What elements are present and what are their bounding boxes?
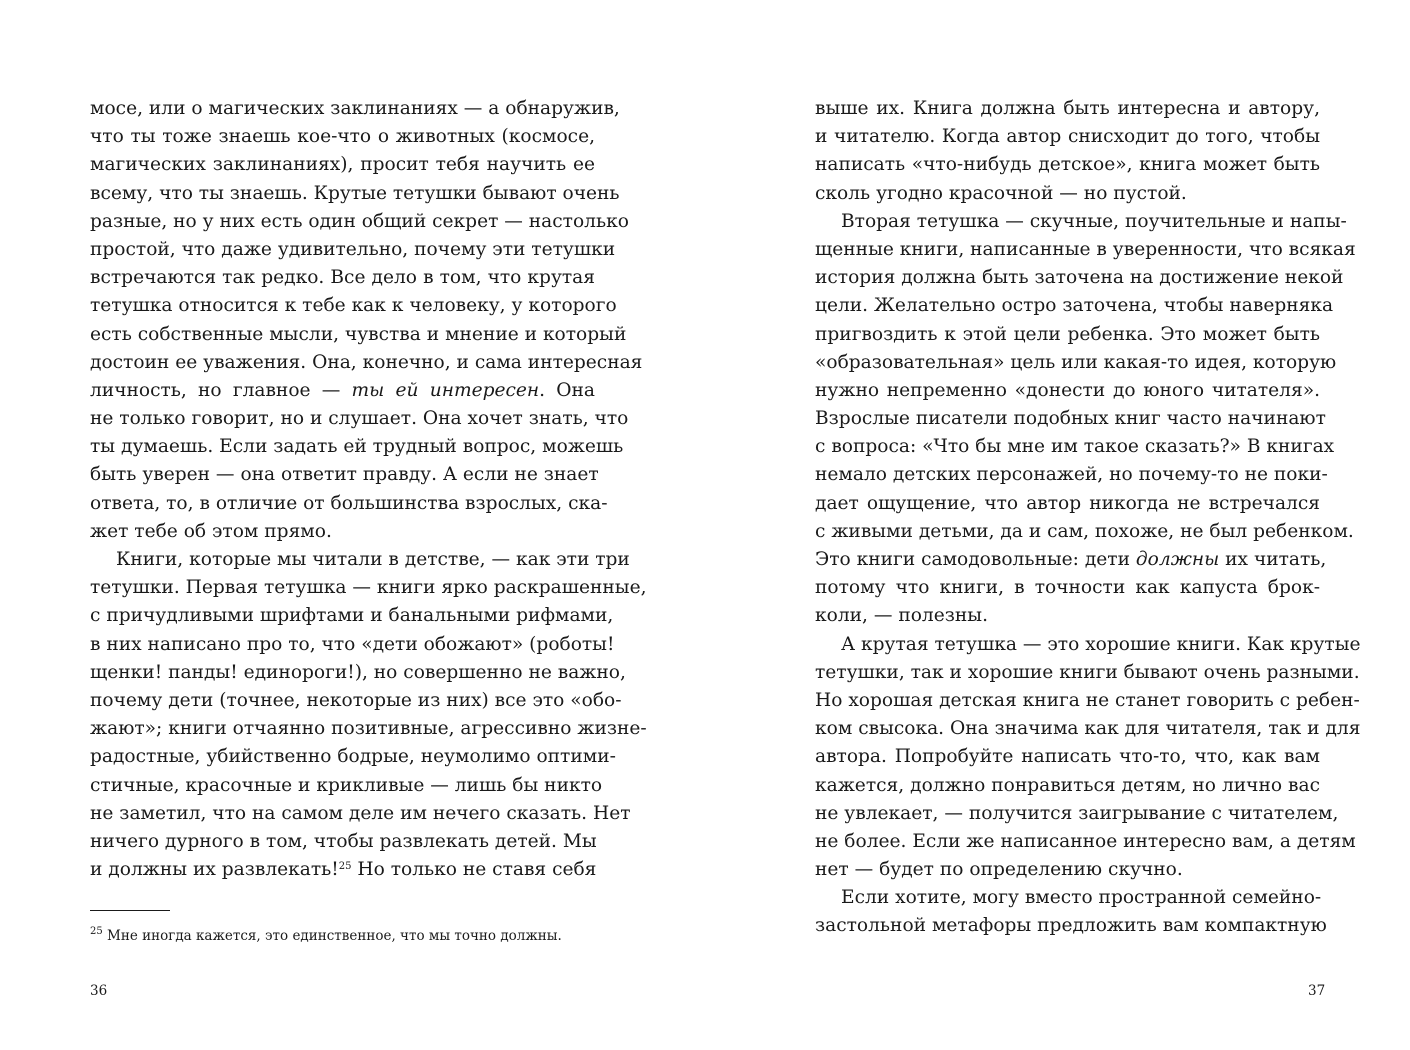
right-page-body bbox=[815, 95, 1361, 941]
text-line: Если хотите, могу вместо пространной семейно- bbox=[841, 887, 1322, 909]
text-line: почему дети (точнее, некоторые из них) все это «обо- bbox=[90, 689, 622, 711]
text-line: жают»; книги отчаянно позитивные, агрессивно жизне- bbox=[90, 718, 647, 740]
text-run: Но только не ставя себя bbox=[351, 859, 597, 881]
text-line: застольной метафоры предложить вам компактную bbox=[815, 915, 1327, 937]
text-line: ты думаешь. Если задать ей трудный вопрос, можешь bbox=[90, 436, 624, 458]
text-line: мосе, или о магических заклинаниях — а обнаружив, bbox=[90, 98, 620, 119]
text-line: что ты тоже знаешь кое-что о животных (космосе, bbox=[90, 126, 595, 148]
footnote-divider bbox=[90, 910, 170, 911]
text-run: . Она bbox=[539, 379, 595, 401]
text-line: Книги, которые мы читали в детстве, — как эти три bbox=[116, 549, 630, 570]
text-line: есть собственные мысли, чувства и мнение и который bbox=[90, 323, 627, 345]
text-line: Но хорошая детская книга не станет говорить с ребен- bbox=[815, 689, 1360, 711]
text-line: с живыми детьми, да и сам, похоже, не был ребенком. bbox=[815, 520, 1354, 542]
text-run: и должны их развлекать! bbox=[90, 859, 339, 881]
footnote-text: Мне иногда кажется, это единственное, что мы точно должны. bbox=[102, 928, 562, 944]
text-line: не заметил, что на самом деле им нечего сказать. Нет bbox=[90, 802, 631, 824]
text-line: тетушки. Первая тетушка — книги ярко раскрашенные, bbox=[90, 577, 647, 599]
text-run: их читать, bbox=[1219, 549, 1327, 570]
text-line: цели. Желательно остро заточена, чтобы наверняка bbox=[815, 295, 1334, 317]
italic-emphasis: должны bbox=[1135, 549, 1220, 570]
text-line: ком свысока. Она значима как для читателя, так и для bbox=[815, 718, 1361, 740]
text-line: пригвоздить к этой цели ребенка. Это может быть bbox=[815, 323, 1320, 345]
text-line: немало детских персонажей, но почему-то не поки- bbox=[815, 464, 1328, 486]
text-line: не более. Если же написанное интересно вам, а детям bbox=[815, 830, 1356, 852]
right-page bbox=[705, 0, 1410, 1050]
text-line: А крутая тетушка — это хорошие книги. Как крутые bbox=[841, 633, 1361, 655]
text-line: щенные книги, написанные в уверенности, что всякая bbox=[815, 238, 1356, 260]
text-line: с причудливыми шрифтами и банальными рифмами, bbox=[90, 605, 614, 627]
text-line: жет тебе об этом прямо. bbox=[90, 520, 332, 542]
page-number: 37 bbox=[1308, 983, 1326, 999]
footnote bbox=[90, 926, 562, 946]
text-line: разные, но у них есть один общий секрет — настолько bbox=[90, 210, 629, 232]
text-line: нужно непременно «донести до юного читателя». bbox=[815, 379, 1320, 401]
text-line: история должна быть заточена на достижение некой bbox=[815, 267, 1344, 289]
text-line: «образовательная» цель или какая-то идея, которую bbox=[815, 351, 1337, 373]
text-line: всему, что ты знаешь. Крутые тетушки бывают очень bbox=[90, 182, 620, 204]
italic-emphasis: ты ей интересен bbox=[351, 379, 540, 401]
text-line: не увлекает, — получится заигрывание с читателем, bbox=[815, 802, 1339, 824]
text-line: тетушка относится к тебе как к человеку, у которого bbox=[90, 295, 617, 317]
text-line-with-footnote-ref bbox=[90, 856, 595, 884]
text-line: встречаются так редко. Все дело в том, что крутая bbox=[90, 267, 595, 289]
text-line: простой, что даже удивительно, почему эти тетушки bbox=[90, 238, 616, 260]
text-line: Вторая тетушка — скучные, поучительные и напы- bbox=[841, 210, 1347, 232]
text-line: выше их. Книга должна быть интересна и автору, bbox=[815, 98, 1320, 119]
text-line: не только говорит, но и слушает. Она хочет знать, что bbox=[90, 408, 629, 430]
text-line: и читателю. Когда автор снисходит до того, чтобы bbox=[815, 126, 1320, 148]
text-line: быть уверен — она ответит правду. А если не знает bbox=[90, 464, 599, 486]
text-line: тетушки, так и хорошие книги бывают очень разными. bbox=[815, 661, 1360, 683]
text-line: дает ощущение, что автор никогда не встречался bbox=[815, 492, 1320, 514]
left-page-body bbox=[90, 95, 647, 884]
text-line: щенки! панды! единороги!), но совершенно не важно, bbox=[90, 661, 626, 683]
text-line: потому что книги, в точности как капуста брок- bbox=[815, 577, 1320, 599]
text-line: написать «что-нибудь детское», книга может быть bbox=[815, 154, 1320, 176]
text-line: Взрослые писатели подобных книг часто начинают bbox=[815, 408, 1326, 430]
text-line: магических заклинаниях), просит тебя научить ее bbox=[90, 154, 595, 176]
footnote-marker: 25 bbox=[90, 926, 103, 937]
text-line: нет — будет по определению скучно. bbox=[815, 859, 1183, 881]
text-line: коли, — полезны. bbox=[815, 605, 988, 627]
text-line: стичные, красочные и крикливые — лишь бы никто bbox=[90, 774, 603, 796]
text-line: радостные, убийственно бодрые, неумолимо оптими- bbox=[90, 746, 616, 768]
text-line-with-italic bbox=[815, 546, 1327, 574]
text-line: достоин ее уважения. Она, конечно, и сама интересная bbox=[90, 351, 643, 373]
footnote-ref: 25 bbox=[338, 861, 352, 873]
text-line: с вопроса: «Что бы мне им такое сказать?» В книгах bbox=[815, 436, 1335, 458]
text-line: ответа, то, в отличие от большинства взрослых, ска- bbox=[90, 492, 608, 514]
text-line: сколь угодно красочной — но пустой. bbox=[815, 182, 1187, 204]
text-run: Это книги самодовольные: дети bbox=[815, 549, 1136, 570]
text-line: автора. Попробуйте написать что-то, что, как вам bbox=[815, 746, 1320, 768]
text-line-with-italic bbox=[90, 377, 595, 405]
text-line: кажется, должно понравиться детям, но лично вас bbox=[815, 774, 1320, 796]
text-line: в них написано про то, что «дети обожают» (роботы! bbox=[90, 633, 615, 655]
page-number: 36 bbox=[90, 983, 108, 999]
text-run: личность, но главное — bbox=[90, 379, 352, 401]
text-line: ничего дурного в том, чтобы развлекать детей. Мы bbox=[90, 830, 597, 852]
